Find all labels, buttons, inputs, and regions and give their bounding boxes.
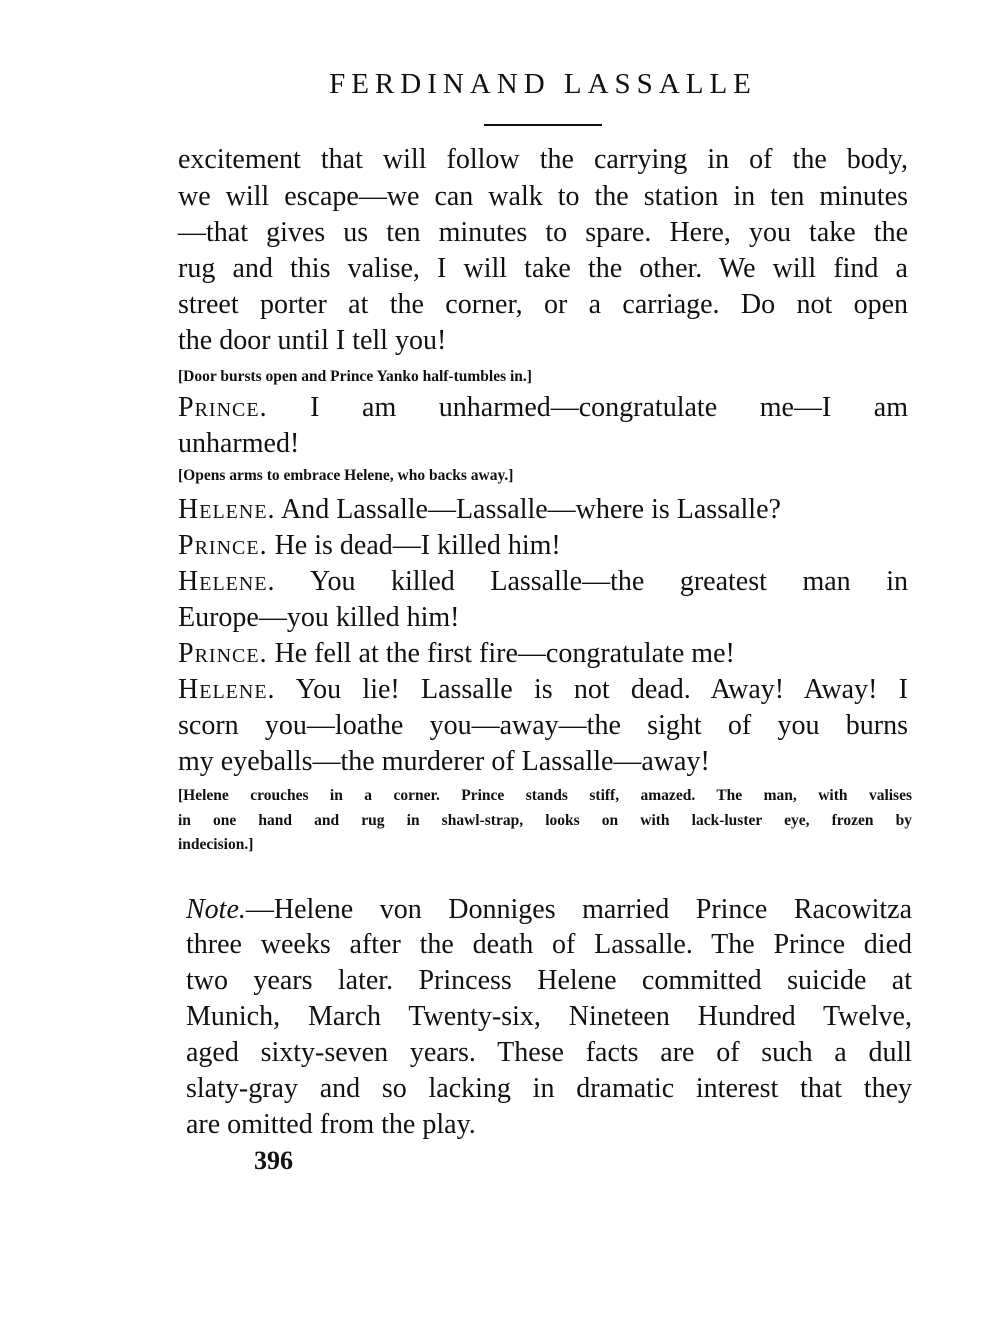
dialogue-line xyxy=(178,636,908,672)
stage-direction: indecision.] xyxy=(178,836,254,853)
dialogue-text: And Lassalle—Lassalle—where is Lassalle? xyxy=(275,494,781,525)
note-label: Note. xyxy=(186,894,246,925)
text-line: street porter at the corner, or a carriage. Do not open xyxy=(178,289,908,320)
text-line: excitement that will follow the carrying in of the body, xyxy=(178,144,908,175)
stage-direction: [Helene crouches in a corner. Prince stands stiff, amazed. The man, with valises xyxy=(178,787,912,804)
text-line: the door until I tell you! xyxy=(178,325,447,356)
note-line: two years later. Princess Helene committed suicide at xyxy=(186,965,912,996)
note-line: three weeks after the death of Lassalle. The Prince died xyxy=(186,929,912,960)
header-rule xyxy=(484,124,602,126)
dialogue-line xyxy=(178,564,908,600)
page-number: 396 xyxy=(254,1146,293,1175)
dialogue-line xyxy=(178,492,908,528)
speaker-name: Helene. xyxy=(178,674,276,705)
text-line: rug and this valise, I will take the other. We will find a xyxy=(178,253,908,284)
text-line: my eyeballs—the murderer of Lassalle—away! xyxy=(178,746,710,777)
speaker-name: Prince. xyxy=(178,530,268,561)
speaker-name: Helene. xyxy=(178,494,276,525)
stage-direction: in one hand and rug in shawl-strap, looks on with lack-luster eye, frozen by xyxy=(178,812,912,829)
dialogue-text: He is dead—I killed him! xyxy=(267,530,561,561)
note-line: aged sixty-seven years. These facts are of such a dull xyxy=(186,1037,912,1068)
speaker-name: Prince. xyxy=(178,392,268,423)
note-line: slaty-gray and so lacking in dramatic interest that they xyxy=(186,1073,912,1104)
dialogue-text: He fell at the first fire—congratulate me! xyxy=(267,638,735,669)
dialogue-text: You lie! Lassalle is not dead. Away! Away! I xyxy=(275,674,908,705)
speaker-name: Prince. xyxy=(178,638,268,669)
speaker-name: Helene. xyxy=(178,566,276,597)
dialogue-line xyxy=(178,528,908,564)
text-line: Europe—you killed him! xyxy=(178,602,460,633)
text-line: scorn you—loathe you—away—the sight of you burns xyxy=(178,710,908,741)
text-line: —that gives us ten minutes to spare. Here, you take the xyxy=(178,217,908,248)
note-text: —Helene von Donniges married Prince Racowitza xyxy=(245,894,912,925)
stage-direction: [Door bursts open and Prince Yanko half-tumbles in.] xyxy=(178,368,532,385)
note-line: Munich, March Twenty-six, Nineteen Hundred Twelve, xyxy=(186,1001,912,1032)
dialogue-line xyxy=(178,672,908,708)
text-line: we will escape—we can walk to the station in ten minutes xyxy=(178,181,908,212)
dialogue-text: You killed Lassalle—the greatest man in xyxy=(275,566,908,597)
stage-direction: [Opens arms to embrace Helene, who backs away.] xyxy=(178,467,514,484)
note-line: are omitted from the play. xyxy=(186,1109,476,1140)
text-line: unharmed! xyxy=(178,428,300,459)
note-line xyxy=(186,892,912,928)
dialogue-line xyxy=(178,390,908,426)
dialogue-text: I am unharmed—congratulate me—I am xyxy=(267,392,908,423)
running-header: FERDINAND LASSALLE xyxy=(329,68,757,100)
